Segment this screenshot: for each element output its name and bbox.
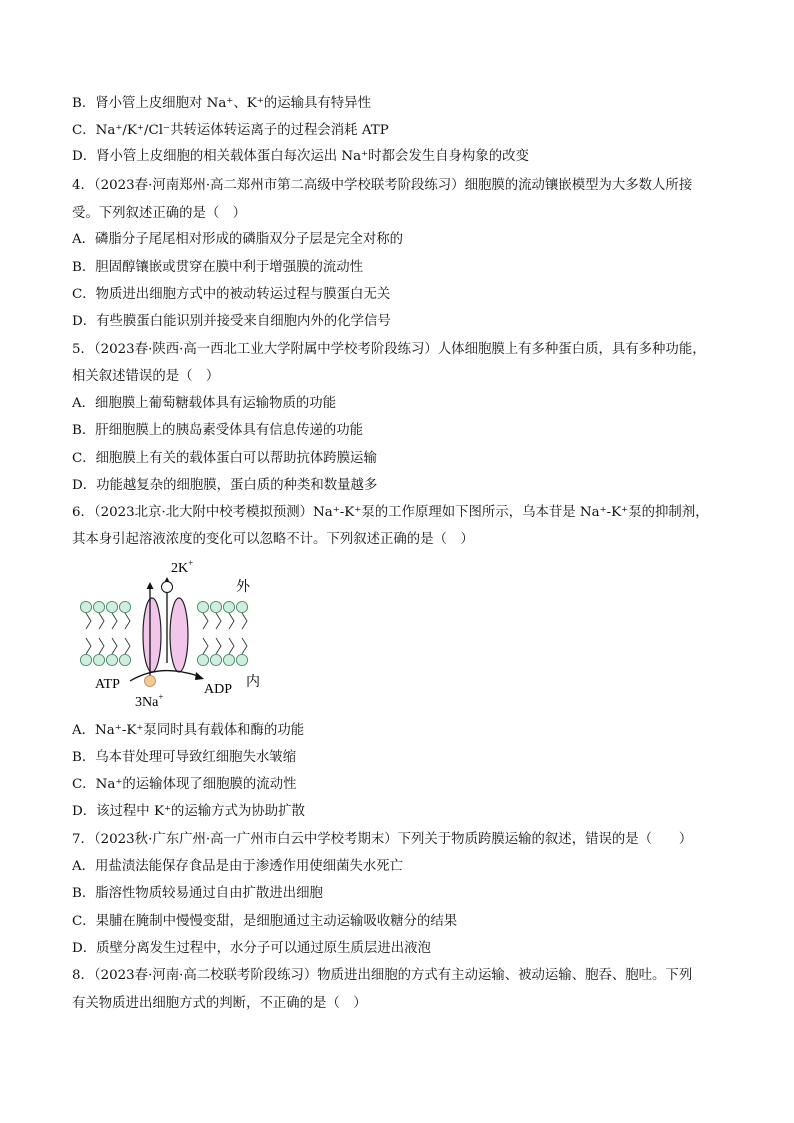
- option-3b: B．肾小管上皮细胞对 Na⁺、K⁺的运输具有特异性: [72, 96, 371, 111]
- na-k-pump-diagram: [78, 555, 278, 715]
- phospholipid-head: [80, 601, 91, 612]
- option-7a: A．用盐渍法能保存食品是由于渗透作用使细菌失水死亡: [72, 859, 404, 874]
- phospholipid-head: [119, 654, 130, 665]
- question-6-stem: 6．（2023北京·北大附中校考模拟预测）Na⁺-K⁺泵的工作原理如下图所示，乌本苷是 Na⁺-K⁺泵的抑制剂，: [72, 505, 709, 520]
- phospholipid-head: [236, 654, 247, 665]
- na-ion-icon: [145, 676, 156, 687]
- phospholipid-heads-inner: [80, 654, 247, 665]
- option-7d: D．质壁分离发生过程中，水分子可以通过原生质层进出液泡: [72, 941, 431, 956]
- question-5-stem: 5．（2023春·陕西·高一西北工业大学附属中学校考阶段练习）人体细胞膜上有多种蛋白质，具有多种功能，: [72, 342, 706, 357]
- phospholipid-tail: [86, 613, 91, 629]
- phospholipid-heads-outer: [80, 601, 247, 612]
- k-label: 2K+: [171, 558, 194, 576]
- option-6b: B．乌本苷处理可导致红细胞失水皱缩: [72, 750, 297, 765]
- na-label: 3Na+: [135, 692, 164, 710]
- option-7b: B．脂溶性物质较易通过自由扩散进出细胞: [72, 886, 323, 901]
- phospholipid-tail: [242, 613, 247, 629]
- phospholipid-head: [197, 601, 208, 612]
- question-8-stem: 8．（2023春·河南·高二校联考阶段练习）物质进出细胞的方式有主动运输、被动运输、胞吞、胞吐。下列: [72, 968, 693, 983]
- outside-label: 外: [236, 580, 250, 595]
- phospholipid-tail: [229, 638, 234, 654]
- phospholipid-tail: [86, 638, 91, 654]
- option-6d: D．该过程中 K⁺的运输方式为协助扩散: [72, 804, 305, 819]
- phospholipid-head: [93, 654, 104, 665]
- option-5d: D．功能越复杂的细胞膜，蛋白质的种类和数量越多: [72, 478, 378, 493]
- option-3d: D．肾小管上皮细胞的相关载体蛋白每次运出 Na⁺时都会发生自身构象的改变: [72, 149, 529, 164]
- phospholipid-tail: [216, 638, 221, 654]
- pump-protein-left: [143, 598, 161, 672]
- atp-label: ATP: [95, 677, 120, 692]
- option-6c: C．Na⁺的运输体现了细胞膜的流动性: [72, 777, 297, 792]
- adp-arrow-head: [195, 672, 204, 680]
- option-5c: C．细胞膜上有关的载体蛋白可以帮助抗体跨膜运输: [72, 451, 377, 466]
- option-4a: A．磷脂分子尾尾相对形成的磷脂双分子层是完全对称的: [72, 232, 404, 247]
- atp-to-adp-arrow: [130, 671, 198, 681]
- question-7-stem: 7．（2023秋·广东广州·高一广州市白云中学校考期末）下列关于物质跨膜运输的叙述，错误的是（ ）: [72, 832, 693, 847]
- question-4-stem-cont: 受。下列叙述正确的是（ ）: [72, 206, 247, 221]
- phospholipid-head: [106, 654, 117, 665]
- option-6a: A．Na⁺-K⁺泵同时具有载体和酶的功能: [72, 723, 305, 738]
- question-6-stem-cont: 其本身引起溶液浓度的变化可以忽略不计。下列叙述正确的是（ ）: [72, 532, 474, 547]
- phospholipid-tail: [125, 638, 130, 654]
- phospholipid-head: [236, 601, 247, 612]
- option-4c: C．物质进出细胞方式中的被动转运过程与膜蛋白无关: [72, 287, 391, 302]
- option-7c: C．果脯在腌制中慢慢变甜，是细胞通过主动运输吸收糖分的结果: [72, 914, 458, 929]
- phospholipid-tail: [99, 613, 104, 629]
- phospholipid-head: [93, 601, 104, 612]
- phospholipid-tail: [99, 638, 104, 654]
- phospholipid-head: [197, 654, 208, 665]
- question-5-stem-cont: 相关叙述错误的是（ ）: [72, 369, 220, 384]
- adp-label: ADP: [204, 682, 233, 697]
- phospholipid-tail: [216, 613, 221, 629]
- question-4-stem: 4．（2023春·河南郑州·高二郑州市第二高级中学校联考阶段练习）细胞膜的流动镶嵌模型为大多数人所接: [72, 178, 693, 193]
- option-4b: B．胆固醇镶嵌或贯穿在膜中利于增强膜的流动性: [72, 260, 364, 275]
- phospholipid-tail: [203, 613, 208, 629]
- inside-label: 内: [246, 675, 260, 690]
- phospholipid-head: [210, 601, 221, 612]
- phospholipid-head: [210, 654, 221, 665]
- phospholipid-tail: [112, 613, 117, 629]
- na-arrow-head-up: [147, 582, 154, 589]
- phospholipid-tail: [125, 613, 130, 629]
- option-4d: D．有些膜蛋白能识别并接受来自细胞内外的化学信号: [72, 314, 391, 329]
- k-ion-icon: [162, 582, 173, 593]
- phospholipid-tail: [229, 613, 234, 629]
- phospholipid-head: [106, 601, 117, 612]
- option-3c: C．Na⁺/K⁺/Cl⁻共转运体转运离子的过程会消耗 ATP: [72, 123, 389, 138]
- phospholipid-head: [119, 601, 130, 612]
- phospholipid-tail: [112, 638, 117, 654]
- phospholipid-head: [223, 654, 234, 665]
- question-8-stem-cont: 有关物质进出细胞方式的判断，不正确的是（ ）: [72, 996, 367, 1011]
- pump-protein-right: [170, 598, 188, 672]
- option-5a: A．细胞膜上葡萄糖载体具有运输物质的功能: [72, 396, 337, 411]
- option-5b: B．肝细胞膜上的胰岛素受体具有信息传递的功能: [72, 423, 364, 438]
- phospholipid-head: [80, 654, 91, 665]
- phospholipid-head: [223, 601, 234, 612]
- phospholipid-tail: [242, 638, 247, 654]
- phospholipid-tail: [203, 638, 208, 654]
